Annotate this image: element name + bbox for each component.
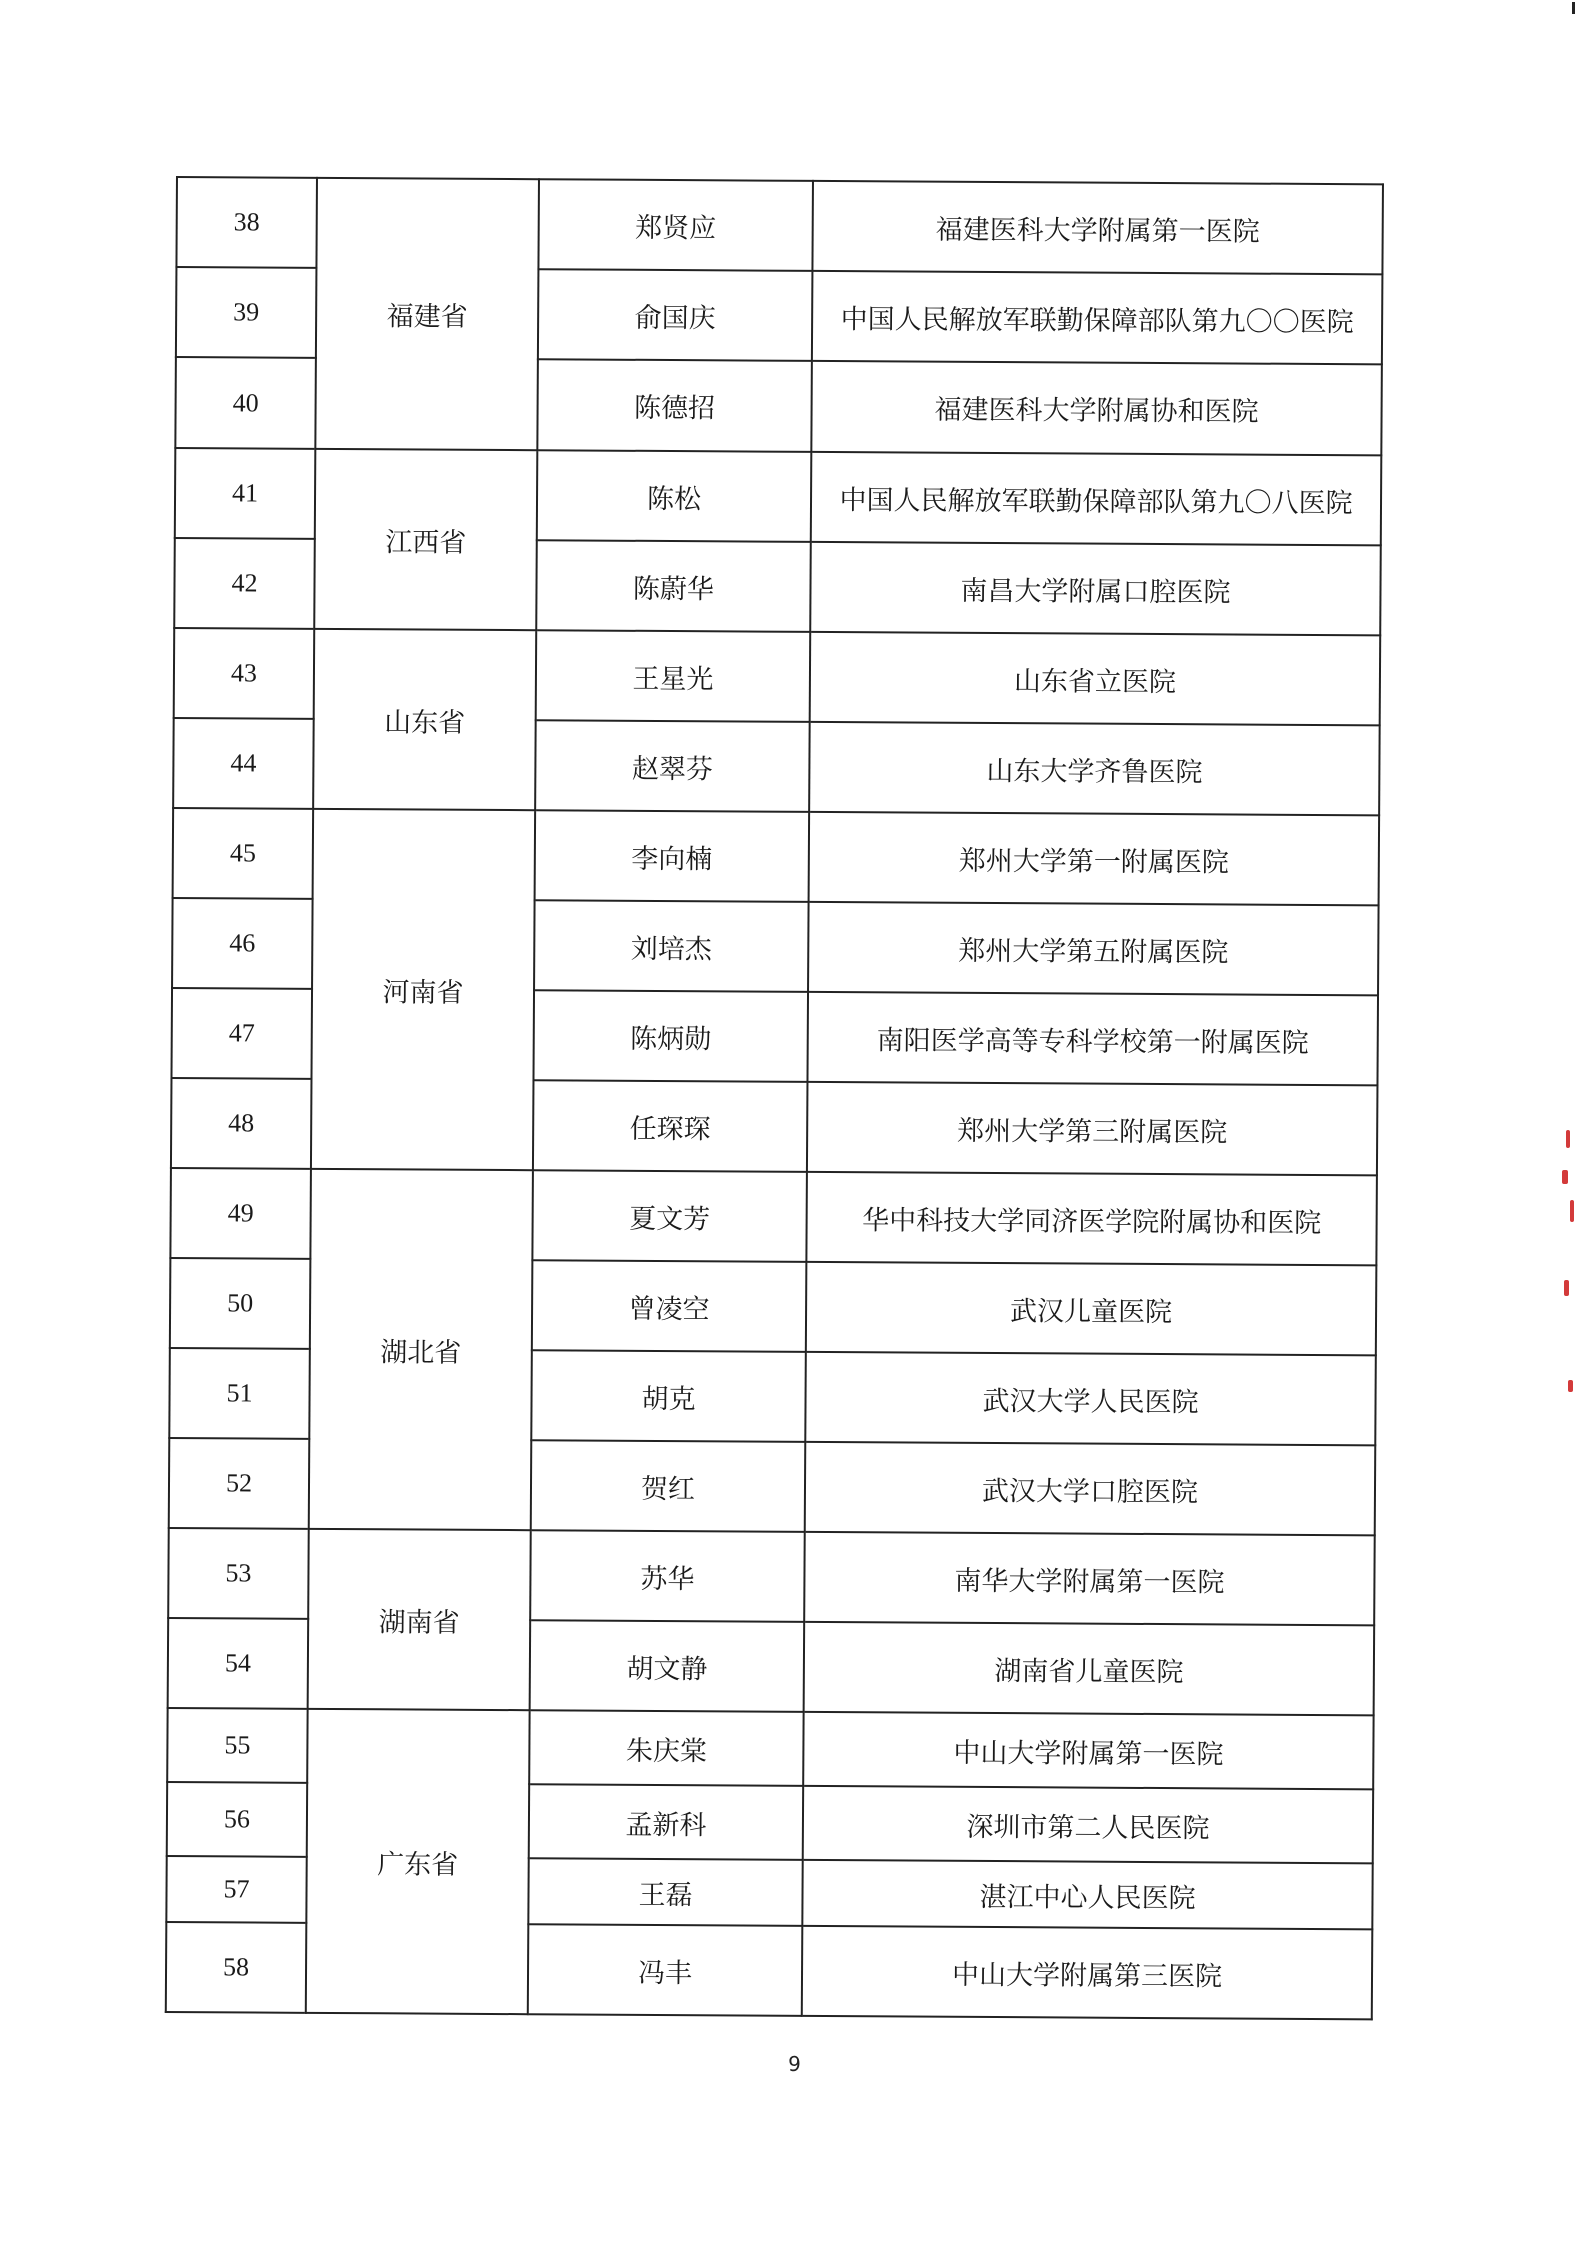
- hospital-name: 中山大学附属第一医院: [803, 1712, 1373, 1789]
- person-name: 朱庆棠: [529, 1710, 803, 1786]
- hospital-name: 中国人民解放军联勤保障部队第九〇八医院: [811, 452, 1382, 545]
- seal-edge-mark: [1560, 1130, 1584, 1410]
- person-name: 陈德招: [537, 359, 812, 452]
- person-name: 李向楠: [535, 810, 810, 902]
- row-number: 57: [166, 1856, 306, 1923]
- page-number: 9: [788, 2052, 801, 2076]
- person-name: 俞国庆: [538, 269, 813, 361]
- person-name: 郑贤应: [538, 179, 813, 271]
- row-number: 38: [176, 177, 317, 268]
- table-row: [173, 808, 1380, 905]
- row-number: 47: [171, 988, 312, 1079]
- person-name: 陈松: [537, 450, 812, 542]
- province-cell: 湖北省: [309, 1169, 533, 1530]
- province-cell: 山东省: [313, 629, 536, 810]
- province-cell: 福建省: [315, 178, 539, 450]
- person-name: 孟新科: [529, 1784, 803, 1860]
- hospital-name: 福建医科大学附属第一医院: [812, 181, 1383, 274]
- row-number: 40: [175, 357, 316, 449]
- hospital-name: 华中科技大学同济医学院附属协和医院: [806, 1172, 1377, 1265]
- table-row: [168, 1528, 1375, 1625]
- province-cell: 广东省: [306, 1709, 530, 2014]
- person-name: 胡文静: [530, 1620, 805, 1712]
- table-row: [174, 628, 1381, 725]
- row-number: 58: [166, 1922, 307, 2013]
- row-number: 39: [176, 267, 317, 358]
- hospital-name: 武汉大学人民医院: [805, 1352, 1376, 1445]
- hospital-name: 南华大学附属第一医院: [804, 1532, 1375, 1625]
- scan-edge-mark: [1572, 2, 1575, 14]
- hospital-name: 中国人民解放军联勤保障部队第九〇〇医院: [812, 271, 1383, 364]
- hospital-name: 山东大学齐鲁医院: [809, 722, 1380, 815]
- person-name: 赵翠芬: [535, 720, 810, 812]
- hospital-name: 福建医科大学附属协和医院: [811, 361, 1382, 455]
- hospital-name: 深圳市第二人民医院: [803, 1786, 1373, 1863]
- province-cell: 湖南省: [308, 1529, 531, 1710]
- province-cell: 河南省: [311, 809, 535, 1170]
- row-number: 56: [167, 1782, 307, 1857]
- hospital-name: 山东省立医院: [810, 632, 1381, 725]
- person-name: 王星光: [536, 630, 811, 722]
- row-number: 48: [171, 1078, 312, 1169]
- hospital-name: 湖南省儿童医院: [804, 1622, 1375, 1715]
- table-row: [170, 1168, 1377, 1265]
- hospital-name: 南昌大学附属口腔医院: [810, 542, 1381, 635]
- table-row: [167, 1708, 1373, 1789]
- hospital-name: 南阳医学高等专科学校第一附属医院: [807, 992, 1378, 1085]
- table-row: [176, 177, 1383, 274]
- row-number: 50: [170, 1258, 311, 1349]
- province-cell: 江西省: [314, 449, 537, 630]
- hospital-name: 郑州大学第一附属医院: [809, 812, 1380, 905]
- row-number: 46: [172, 898, 313, 989]
- person-name: 王磊: [528, 1858, 802, 1926]
- hospital-name: 武汉大学口腔医院: [805, 1442, 1376, 1535]
- row-number: 49: [170, 1168, 311, 1259]
- hospital-name: 湛江中心人民医院: [802, 1860, 1372, 1929]
- person-name: 冯丰: [528, 1924, 803, 2016]
- row-number: 42: [174, 538, 315, 629]
- person-name: 夏文芳: [532, 1170, 807, 1262]
- row-number: 41: [175, 448, 316, 539]
- person-name: 陈蔚华: [536, 540, 811, 632]
- person-name: 苏华: [530, 1530, 805, 1622]
- row-number: 43: [174, 628, 315, 719]
- row-number: 44: [173, 718, 314, 809]
- hospital-name: 中山大学附属第三医院: [802, 1926, 1373, 2019]
- row-number: 55: [167, 1708, 307, 1783]
- hospital-name: 郑州大学第三附属医院: [807, 1082, 1378, 1175]
- table-row: [175, 448, 1382, 545]
- person-name: 胡克: [531, 1350, 806, 1442]
- person-name: 刘培杰: [534, 900, 809, 992]
- row-number: 51: [169, 1348, 310, 1439]
- hospital-name: 武汉儿童医院: [806, 1262, 1377, 1355]
- row-number: 45: [173, 808, 314, 899]
- person-name: 陈炳勋: [533, 990, 808, 1082]
- hospital-name: 郑州大学第五附属医院: [808, 902, 1379, 995]
- person-name: 任琛琛: [533, 1080, 808, 1172]
- row-number: 52: [169, 1438, 310, 1529]
- person-name: 曾凌空: [532, 1260, 807, 1352]
- row-number: 53: [168, 1528, 309, 1619]
- person-name: 贺红: [531, 1440, 806, 1532]
- row-number: 54: [168, 1618, 309, 1709]
- hospital-expert-table: [165, 176, 1384, 2020]
